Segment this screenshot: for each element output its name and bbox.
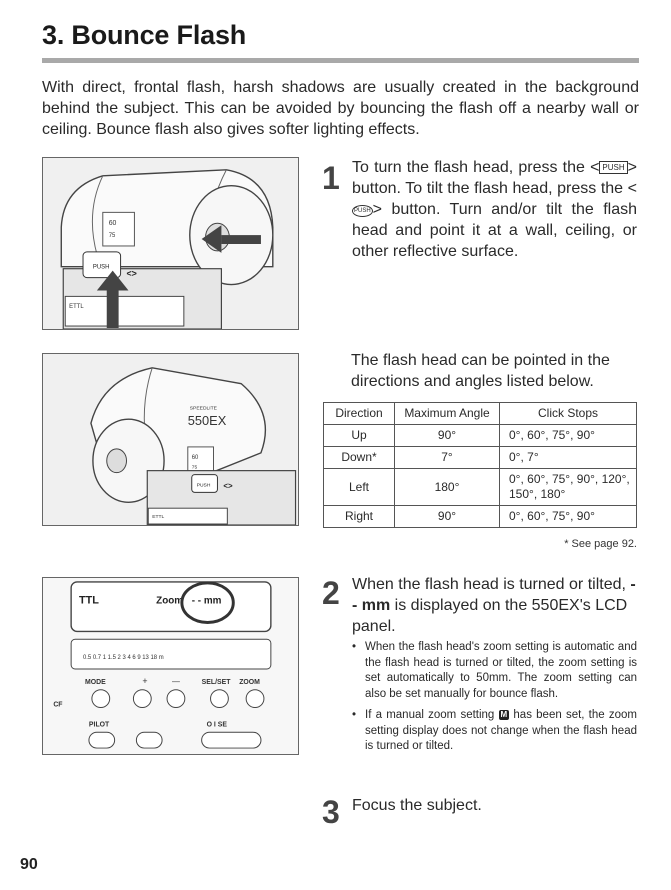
lcd-text: ETTL xyxy=(69,304,84,311)
cell-direction: Down* xyxy=(324,447,395,469)
flash-head-illustration xyxy=(42,157,299,330)
title-underline xyxy=(42,58,639,63)
cf-label: CF xyxy=(53,701,63,709)
zoom-button-label: ZOOM xyxy=(239,678,260,686)
head-scale-75: 75 xyxy=(108,233,116,240)
push-key-icon: PUSH xyxy=(599,161,627,174)
cell-max-angle: 7° xyxy=(395,447,500,469)
lcd-panel-drawing xyxy=(43,578,298,754)
lcd-mm-text: - - mm xyxy=(191,595,222,607)
step-1-text xyxy=(352,157,637,262)
model-label: 550EX xyxy=(187,413,227,429)
page-number: 90 xyxy=(20,856,38,873)
zoom-button xyxy=(246,690,264,708)
cell-click-stops: 0°, 60°, 75°, 90° xyxy=(500,506,637,528)
plus-button-label: + xyxy=(142,675,148,686)
step-3-text: Focus the subject. xyxy=(352,797,482,814)
step-3-number: 3 xyxy=(322,794,340,830)
arrow-symbol: <> xyxy=(126,268,137,279)
lcd-zoom-text: Zoom xyxy=(156,595,184,607)
cell-direction: Left xyxy=(324,469,395,506)
lcd-text: ETTL xyxy=(152,515,165,521)
step-1-text-b: > button. To tilt the flash head, press the < xyxy=(352,159,637,197)
minus-button xyxy=(167,690,185,708)
cell-click-stops: 0°, 60°, 75°, 90°, 120°, 150°, 180° xyxy=(500,469,637,506)
push-button-label: PUSH xyxy=(92,264,110,271)
minus-button-label: — xyxy=(171,676,180,686)
pilot-button-label: PILOT xyxy=(88,721,110,729)
step-2-text-b: is displayed on the 550EX's LCD panel. xyxy=(352,597,628,635)
table-row xyxy=(324,506,637,528)
step-2-text-a: When the flash head is turned or tilted, xyxy=(352,576,631,593)
mode-button xyxy=(92,690,110,708)
cell-max-angle: 90° xyxy=(395,425,500,447)
distance-scale: 0.5 0.7 1 1.5 2 3 4 6 9 13 18 m xyxy=(82,655,164,662)
directions-intro: The flash head can be pointed in the directions and angles listed below. xyxy=(351,352,610,390)
shutter-button xyxy=(136,732,162,748)
manual-zoom-icon: M xyxy=(500,710,508,719)
step-1-text-a: To turn the flash head, press the < xyxy=(352,159,600,176)
flash-tilted-illustration xyxy=(42,353,299,526)
power-switch-label: O I SE xyxy=(206,721,227,729)
note-item: • When the flash head's zoom setting is automatic and the flash head is turned or tilted, the zoom setting is set automatically to 50mm. The zoom setting can also be set manually for bounce flash. xyxy=(351,640,637,702)
pilot-button xyxy=(89,732,115,748)
head-scale-75: 75 xyxy=(191,465,198,471)
step-1-number: 1 xyxy=(322,160,340,196)
cell-max-angle: 180° xyxy=(395,469,500,506)
header-max-angle: Maximum Angle xyxy=(395,403,500,425)
intro-paragraph: With direct, frontal flash, harsh shadows are usually created in the background behind the subject. This can be avoided by bouncing the flash off a nearby wall or ceiling. Bounce flash also gives softer lighting effects. xyxy=(42,79,639,138)
table-row xyxy=(324,425,637,447)
head-scale-60: 60 xyxy=(108,220,117,228)
head-scale-60: 60 xyxy=(191,454,199,461)
lcd-panel-illustration xyxy=(42,577,299,755)
step-2-text xyxy=(352,574,638,637)
header-direction: Direction xyxy=(324,403,395,425)
step-1-text-c: > button. Turn and/or tilt the flash head and point it at a wall, ceiling, or other reflective surface. xyxy=(352,201,637,260)
header-click-stops: Click Stops xyxy=(500,403,637,425)
step-2-notes xyxy=(351,640,637,761)
cell-max-angle: 90° xyxy=(395,506,500,528)
cell-click-stops: 0°, 7° xyxy=(500,447,637,469)
power-switch xyxy=(202,732,261,748)
cell-click-stops: 0°, 60°, 75°, 90° xyxy=(500,425,637,447)
lcd-mm-indicator: - - mm xyxy=(352,576,636,614)
mode-button-label: MODE xyxy=(84,678,106,686)
page-title: 3. Bounce Flash xyxy=(42,20,247,50)
note-2-text-b: has been set, the zoom setting display does not change when the flash head is turned or tilted. xyxy=(365,709,637,752)
flash-head-drawing xyxy=(43,158,298,329)
cell-direction: Right xyxy=(324,506,395,528)
cell-direction: Up xyxy=(324,425,395,447)
push-round-icon: PUSH xyxy=(352,205,373,217)
selset-button-label: SEL/SET xyxy=(201,678,231,686)
flash-directions-table xyxy=(323,402,637,528)
flash-tilted-drawing xyxy=(43,354,298,525)
selset-button xyxy=(211,690,229,708)
push-button-label: PUSH xyxy=(196,483,211,489)
table-footnote: * See page 92. xyxy=(564,538,637,550)
lcd-mode-text: TTL xyxy=(79,594,99,607)
arrow-symbol: <> xyxy=(223,481,233,491)
plus-button xyxy=(133,690,151,708)
note-2-text-a: If a manual zoom setting xyxy=(365,709,499,721)
brand-label: SPEEDLITE xyxy=(189,406,217,412)
table-row xyxy=(324,447,637,469)
table-header-row xyxy=(324,403,637,425)
table-row xyxy=(324,469,637,506)
note-item xyxy=(351,708,637,755)
step-2-number: 2 xyxy=(322,575,340,611)
